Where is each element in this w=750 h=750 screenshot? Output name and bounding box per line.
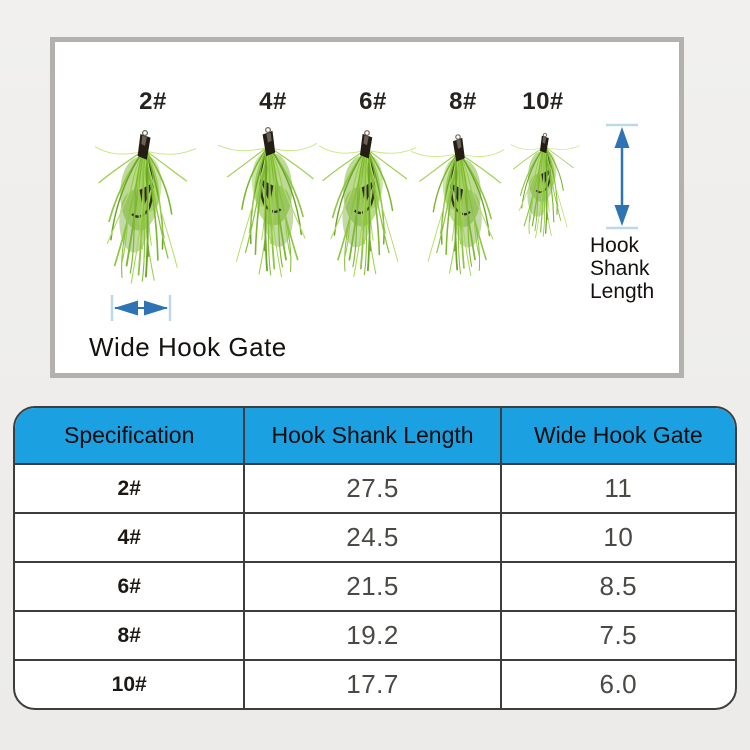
gate-cell: 7.5 (502, 610, 735, 659)
spec-cell: 8# (15, 610, 245, 659)
gate-cell: 10 (502, 512, 735, 561)
shank-cell: 27.5 (245, 463, 501, 512)
col-header-wide-hook-gate: Wide Hook Gate (533, 422, 703, 448)
fly-illustration-2 (95, 131, 195, 283)
col-header-specification: Specification (15, 408, 245, 463)
table-row (15, 610, 735, 659)
spec-table (13, 406, 737, 710)
size-label-6: 6# (359, 88, 387, 115)
wide-hook-gate-label: Wide Hook Gate (89, 332, 287, 362)
hook-shank-length-label: Hook Shank Length (590, 234, 655, 303)
photo-panel (50, 37, 684, 378)
spec-cell: 6# (15, 561, 245, 610)
spec-cell: 2# (15, 463, 245, 512)
shank-cell: 19.2 (245, 610, 501, 659)
fly-illustration-10 (511, 133, 580, 237)
size-label-8: 8# (449, 88, 477, 115)
spec-cell: 10# (15, 659, 245, 708)
shank-cell: 17.7 (245, 659, 501, 708)
gate-cell: 11 (502, 463, 735, 512)
fly-illustration-4 (219, 128, 317, 277)
table-row (15, 659, 735, 708)
size-label-10: 10# (522, 88, 564, 115)
table-header-row (15, 408, 735, 463)
table-row (15, 561, 735, 610)
wide-hook-gate-arrow-icon (112, 295, 170, 321)
fly-illustration-8 (411, 135, 504, 276)
gate-cell: 6.0 (502, 659, 735, 708)
size-label-4: 4# (259, 88, 287, 115)
gate-cell: 8.5 (502, 561, 735, 610)
shank-cell: 24.5 (245, 512, 501, 561)
table-row (15, 463, 735, 512)
col-header-hook-shank-length: Hook Shank Length (245, 408, 501, 463)
fly-illustration-6 (319, 131, 415, 277)
spec-cell: 4# (15, 512, 245, 561)
shank-cell: 21.5 (245, 561, 501, 610)
size-label-2: 2# (139, 88, 167, 115)
hook-shank-arrow-icon (606, 125, 638, 228)
table-row (15, 512, 735, 561)
